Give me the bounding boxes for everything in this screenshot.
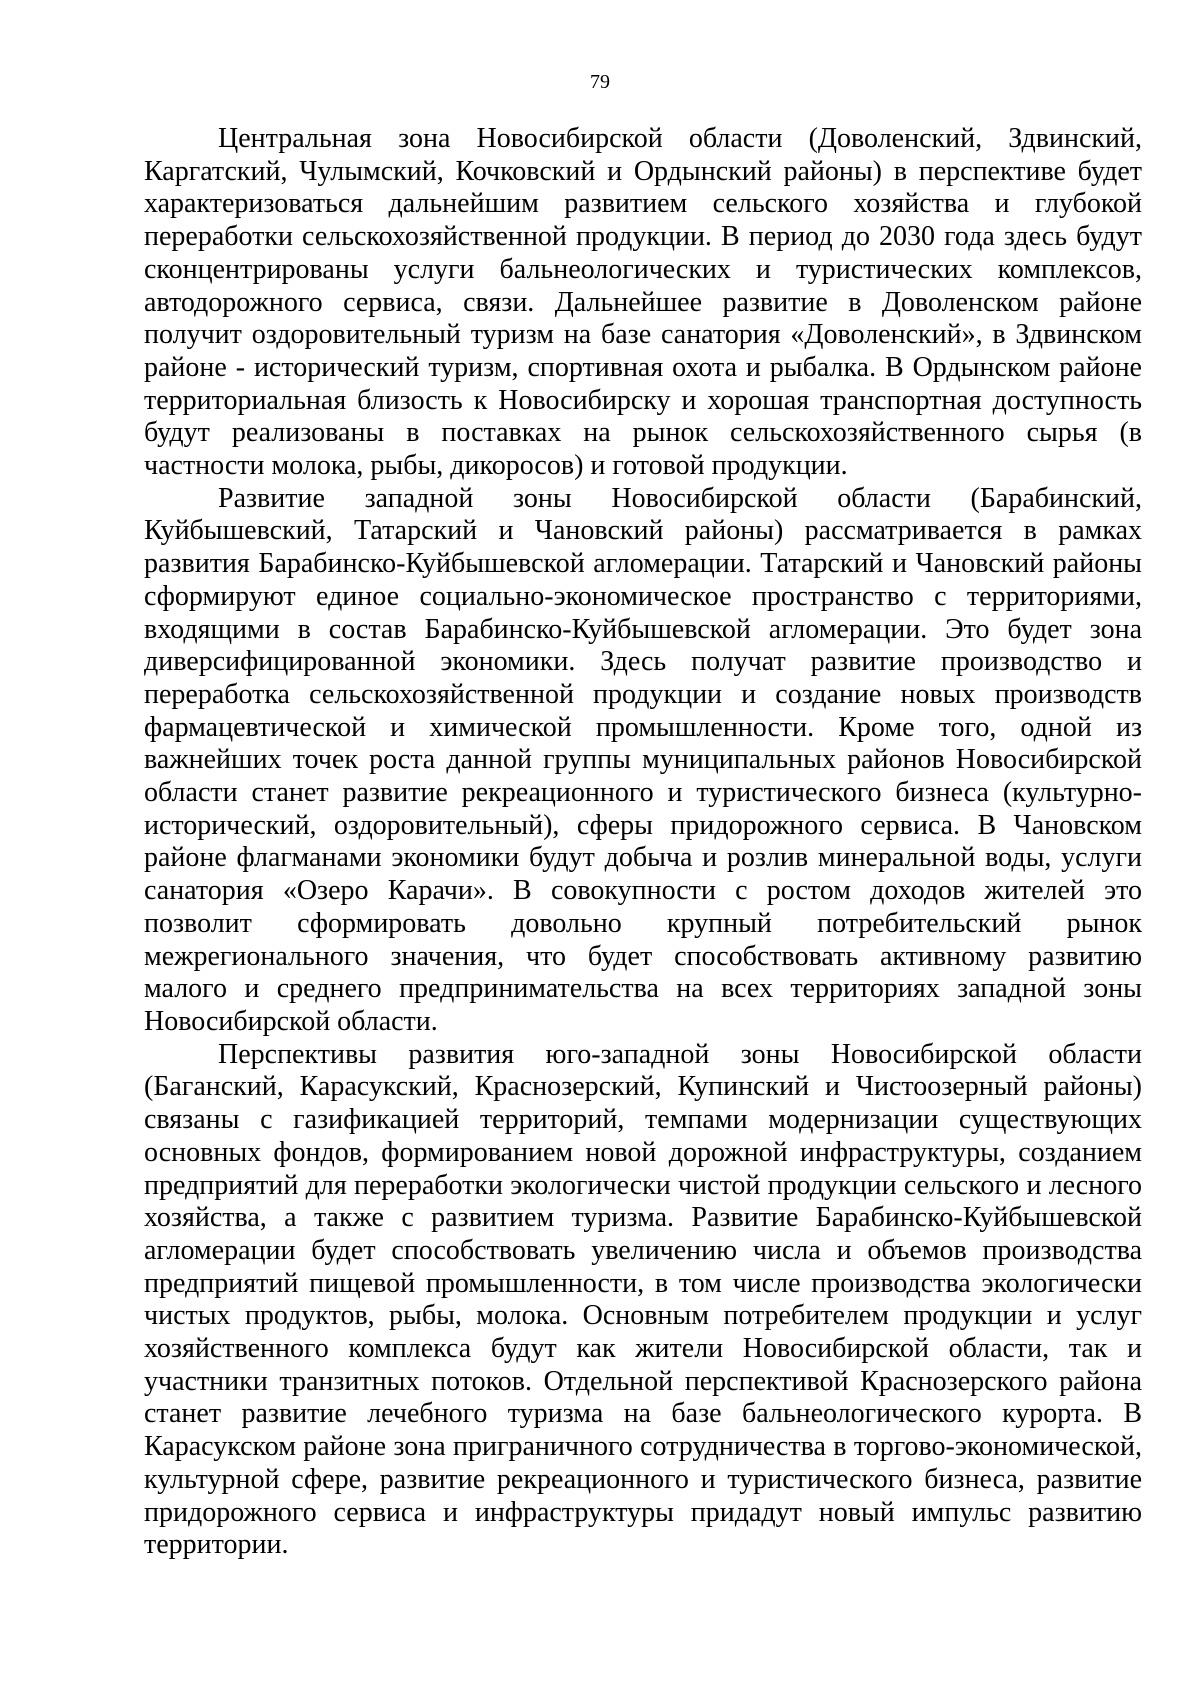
body-text (144, 123, 1142, 1562)
paragraph-central-zone: Центральная зона Новосибирской области (Доволенский, Здвинский, Каргатский, Чулымский, Кочковский и Ордынский районы) в перспективе будет характеризоваться дальнейшим развитием сельского хозяйства и глубокой переработки сельскохозяйственной продукции. В период до 2030 года здесь будут сконцентрированы услуги бальнеологических и туристических комплексов, автодорожного сервиса, связи. Дальнейшее развитие в Доволенском районе получит оздоровительный туризм на базе санатория «Доволенский», в Здвинском районе - исторический туризм, спортивная охота и рыбалка. В Ордынском районе территориальная близость к Новосибирску и хорошая транспортная доступность будут реализованы в поставках на рынок сельскохозяйственного сырья (в частности молока, рыбы, дикоросов) и готовой продукции. (144, 123, 1142, 482)
page-number: 79 (590, 71, 610, 93)
paragraph-western-zone: Развитие западной зоны Новосибирской области (Барабинский, Куйбышевский, Татарский и Чановский районы) рассматривается в рамках развития Барабинско-Куйбышевской агломерации. Татарский и Чановский районы сформируют единое социально-экономическое пространство с территориями, входящими в состав Барабинско-Куйбышевской агломерации. Это будет зона диверсифицированной экономики. Здесь получат развитие производство и переработка сельскохозяйственной продукции и создание новых производств фармацевтической и химической промышленности. Кроме того, одной из важнейших точек роста данной группы муниципальных районов Новосибирской области станет развитие рекреационного и туристического бизнеса (культурно-исторический, оздоровительный), сферы придорожного сервиса. В Чановском районе флагманами экономики будут добыча и розлив минеральной воды, услуги санатория «Озеро Карачи». В совокупности с ростом доходов жителей это позволит сформировать довольно крупный потребительский рынок межрегионального значения, что будет способствовать активному развитию малого и среднего предпринимательства на всех территориях западной зоны Новосибирской области. (144, 482, 1142, 1037)
paragraph-southwestern-zone: Перспективы развития юго-западной зоны Новосибирской области (Баганский, Карасукский, Краснозерский, Купинский и Чистоозерный районы) связаны с газификацией территорий, темпами модернизации существующих основных фондов, формированием новой дорожной инфраструктуры, созданием предприятий для переработки экологически чистой продукции сельского и лесного хозяйства, а также с развитием туризма. Развитие Барабинско-Куйбышевской агломерации будет способствовать увеличению числа и объемов производства предприятий пищевой промышленности, в том числе производства экологически чистых продуктов, рыбы, молока. Основным потребителем продукции и услуг хозяйственного комплекса будут как жители Новосибирской области, так и участники транзитных потоков. Отдельной перспективой Краснозерского района станет развитие лечебного туризма на базе бальнеологического курорта. В Карасукском районе зона приграничного сотрудничества в торгово-экономической, культурной сфере, развитие рекреационного и туристического бизнеса, развитие придорожного сервиса и инфраструктуры придадут новый импульс развитию территории. (144, 1038, 1142, 1561)
